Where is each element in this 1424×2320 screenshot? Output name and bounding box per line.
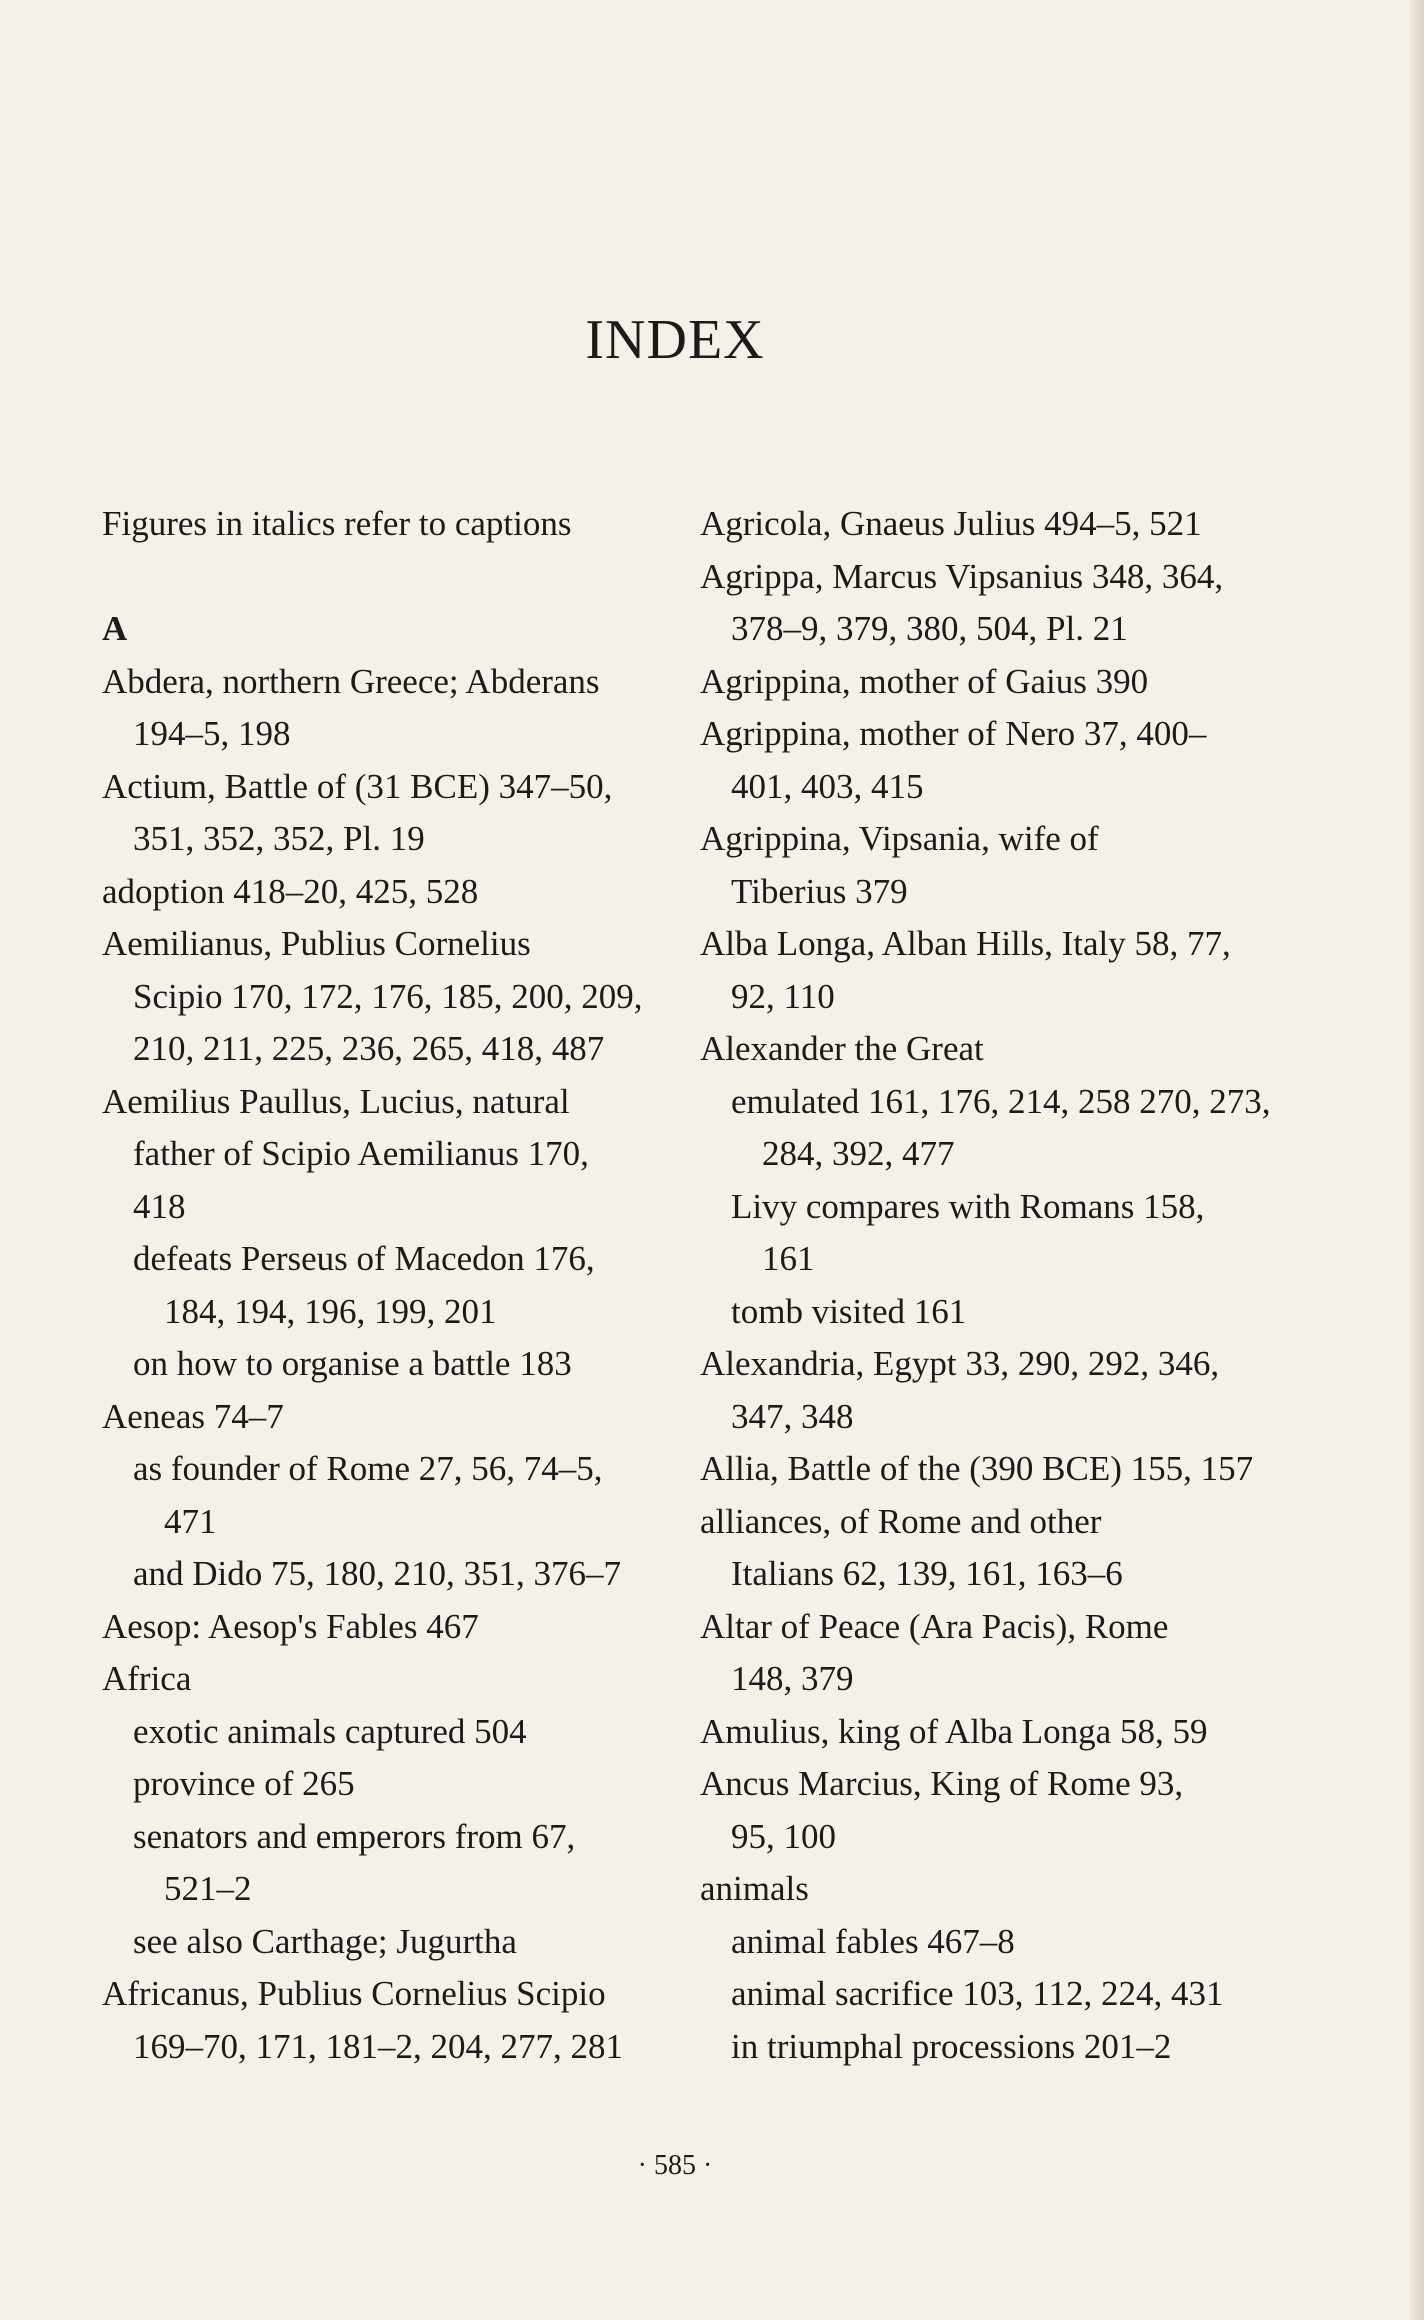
index-entry: animals — [700, 1869, 809, 1908]
index-entry: Scipio 170, 172, 176, 185, 200, 209, — [133, 976, 643, 1016]
page-edge — [1410, 0, 1424, 2320]
index-column-left — [102, 498, 662, 2073]
index-entry: Aemilianus, Publius Cornelius — [102, 924, 531, 963]
index-entry: as founder of Rome 27, 56, 74–5, — [133, 1449, 603, 1488]
index-entry: Altar of Peace (Ara Pacis), Rome — [700, 1606, 1169, 1646]
index-entry: alliances, of Rome and other — [700, 1501, 1102, 1541]
index-entry: Figures in italics refer to captions — [102, 504, 572, 543]
index-entry: in triumphal processions 201–2 — [731, 2026, 1172, 2066]
index-entry: 347, 348 — [731, 1396, 854, 1436]
index-entry: Agrippina, Vipsania, wife of — [700, 819, 1099, 858]
index-entry: 95, 100 — [731, 1816, 836, 1856]
index-entry: 284, 392, 477 — [762, 1134, 955, 1173]
index-entry: senators and emperors from 67, — [133, 1816, 576, 1856]
index-entry: Agricola, Gnaeus Julius 494–5, 521 — [700, 504, 1202, 543]
index-entry: Aeneas 74–7 — [102, 1396, 284, 1436]
index-entry: 378–9, 379, 380, 504, Pl. 21 — [731, 609, 1128, 648]
index-entry: Italians 62, 139, 161, 163–6 — [731, 1554, 1123, 1593]
index-entry: Tiberius 379 — [731, 871, 908, 911]
index-entry: 351, 352, 352, Pl. 19 — [133, 819, 425, 858]
index-entry: 418 — [133, 1186, 186, 1226]
index-entry: 148, 379 — [731, 1659, 854, 1698]
index-entry: 184, 194, 196, 199, 201 — [164, 1291, 497, 1331]
index-entry: Alexandria, Egypt 33, 290, 292, 346, — [700, 1344, 1220, 1383]
index-entry: Ancus Marcius, King of Rome 93, — [700, 1764, 1184, 1803]
index-entry: 92, 110 — [731, 976, 835, 1016]
index-entry: Africa — [102, 1659, 192, 1698]
blank-line — [102, 551, 662, 604]
index-entry: see also Carthage; Jugurtha — [133, 1921, 517, 1961]
index-entry: Agrippina, mother of Nero 37, 400– — [700, 714, 1207, 753]
index-column-right — [700, 498, 1271, 2073]
index-entry: father of Scipio Aemilianus 170, — [133, 1134, 589, 1173]
index-entry: tomb visited 161 — [731, 1291, 967, 1331]
index-entry: Agrippa, Marcus Vipsanius 348, 364, — [700, 556, 1224, 596]
index-entry: exotic animals captured 504 — [133, 1711, 527, 1751]
section-letter: A — [102, 609, 128, 648]
index-entry: Agrippina, mother of Gaius 390 — [700, 661, 1149, 701]
index-entry: Alba Longa, Alban Hills, Italy 58, 77, — [700, 924, 1231, 963]
index-entry: Actium, Battle of (31 BCE) 347–50, — [102, 766, 613, 806]
index-entry: province of 265 — [133, 1764, 355, 1803]
index-entry: 521–2 — [164, 1869, 252, 1908]
index-entry: 169–70, 171, 181–2, 204, 277, 281 — [133, 2026, 623, 2066]
index-entry: on how to organise a battle 183 — [133, 1344, 572, 1383]
index-entry: animal fables 467–8 — [731, 1921, 1015, 1961]
index-entry: Africanus, Publius Cornelius Scipio — [102, 1974, 606, 2013]
page-number: · 585 · — [637, 2150, 713, 2181]
index-entry: adoption 418–20, 425, 528 — [102, 871, 479, 911]
index-entry: Allia, Battle of the (390 BCE) 155, 157 — [700, 1449, 1254, 1488]
index-entry: Alexander the Great — [700, 1029, 984, 1068]
index-entry: Abdera, northern Greece; Abderans — [102, 661, 600, 701]
index-entry: 471 — [164, 1501, 217, 1541]
index-entry: Livy compares with Romans 158, — [731, 1186, 1205, 1226]
index-entry: Amulius, king of Alba Longa 58, 59 — [700, 1711, 1208, 1751]
index-entry: emulated 161, 176, 214, 258 270, 273, — [731, 1081, 1271, 1121]
index-entry: 194–5, 198 — [133, 714, 291, 753]
index-entry: 161 — [762, 1239, 815, 1278]
page-title: INDEX — [585, 309, 765, 371]
index-entry: animal sacrifice 103, 112, 224, 431 — [731, 1974, 1224, 2013]
index-entry: and Dido 75, 180, 210, 351, 376–7 — [133, 1554, 622, 1593]
index-entry: 210, 211, 225, 236, 265, 418, 487 — [133, 1029, 605, 1068]
index-entry: defeats Perseus of Macedon 176, — [133, 1239, 595, 1278]
index-entry: 401, 403, 415 — [731, 766, 924, 806]
index-entry: Aemilius Paullus, Lucius, natural — [102, 1081, 570, 1121]
index-entry: Aesop: Aesop's Fables 467 — [102, 1606, 479, 1646]
